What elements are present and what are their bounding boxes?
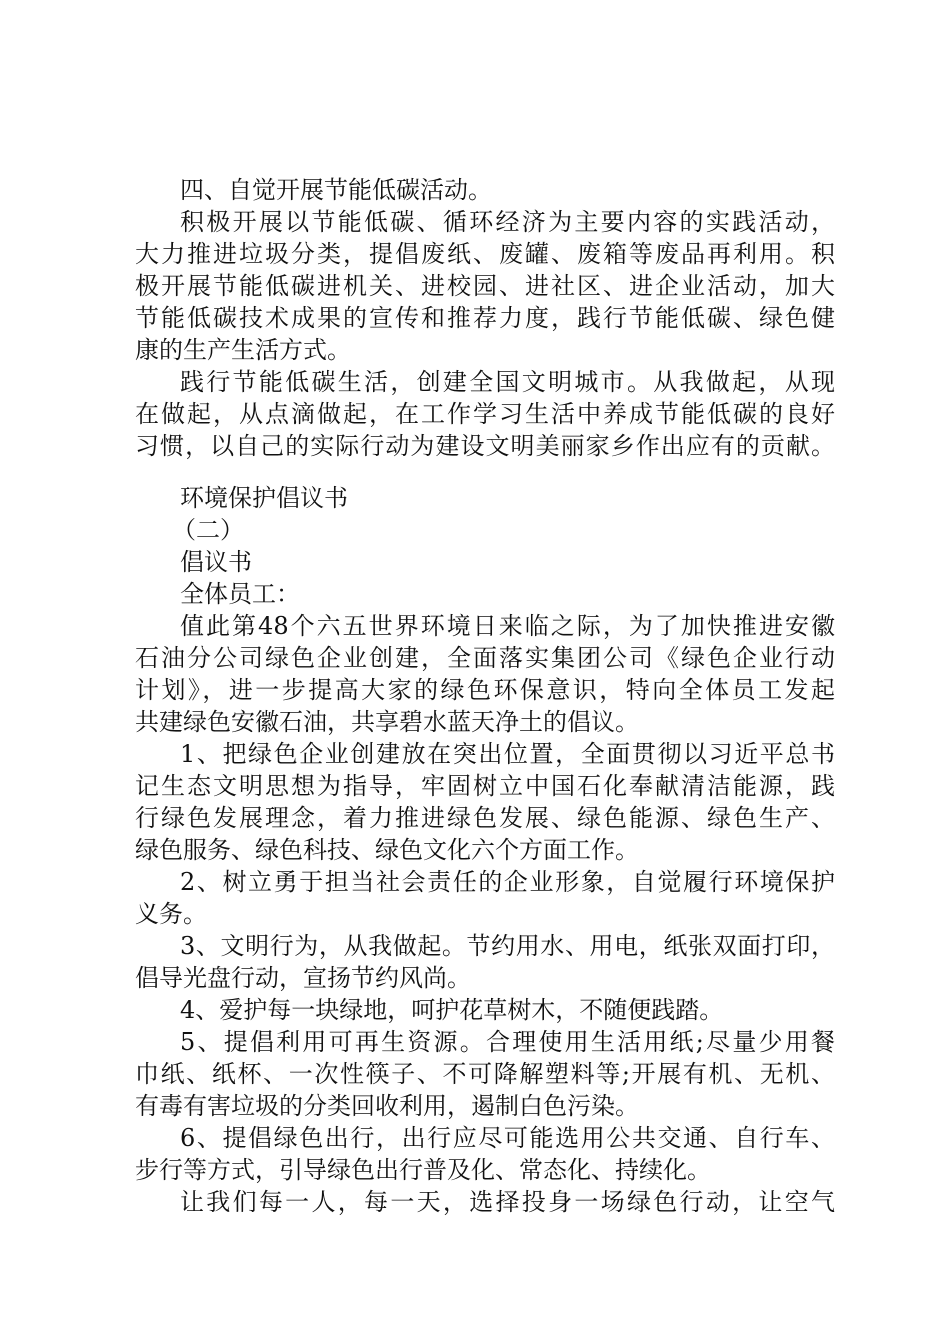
doc-subtitle: 倡议书	[180, 548, 252, 576]
paragraph-line: 极开展节能低碳进机关、进校园、进社区、进企业活动，加大	[135, 272, 835, 300]
list-item-line: 1、把绿色企业创建放在突出位置，全面贯彻以习近平总书	[180, 740, 835, 768]
paragraph-line: 在做起，从点滴做起，在工作学习生活中养成节能低碳的良好	[135, 400, 835, 428]
list-item-line: 倡导光盘行动，宣扬节约风尚。	[135, 964, 471, 992]
section-heading: 四、自觉开展节能低碳活动。	[180, 176, 492, 204]
doc-number: （二）	[172, 516, 244, 544]
salutation: 全体员工：	[180, 580, 300, 608]
list-item-line: 绿色服务、绿色科技、绿色文化六个方面工作。	[135, 836, 639, 864]
list-item-line: 3、文明行为，从我做起。节约用水、用电，纸张双面打印，	[180, 932, 835, 960]
list-item-line: 巾纸、纸杯、一次性筷子、不可降解塑料等;开展有机、无机、	[135, 1060, 835, 1088]
paragraph-line: 共建绿色安徽石油，共享碧水蓝天净土的倡议。	[135, 708, 639, 736]
paragraph-line: 计划》，进一步提高大家的绿色环保意识，特向全体员工发起	[135, 676, 835, 704]
paragraph-line: 康的生产生活方式。	[135, 336, 351, 364]
list-item-line: 义务。	[135, 900, 207, 928]
paragraph-line: 石油分公司绿色企业创建，全面落实集团公司《绿色企业行动	[135, 644, 835, 672]
list-item-line: 步行等方式，引导绿色出行普及化、常态化、持续化。	[135, 1156, 711, 1184]
paragraph-line: 让我们每一人，每一天，选择投身一场绿色行动，让空气	[180, 1188, 835, 1216]
list-item-line: 5、提倡利用可再生资源。合理使用生活用纸;尽量少用餐	[180, 1028, 835, 1056]
paragraph-line: 节能低碳技术成果的宣传和推荐力度，践行节能低碳、绿色健	[135, 304, 835, 332]
list-item-line: 行绿色发展理念，着力推进绿色发展、绿色能源、绿色生产、	[135, 804, 835, 832]
list-item-line: 4、爱护每一块绿地，呵护花草树木，不随便践踏。	[180, 996, 724, 1024]
paragraph-line: 习惯，以自己的实际行动为建设文明美丽家乡作出应有的贡献。	[135, 432, 835, 460]
paragraph-line: 践行节能低碳生活，创建全国文明城市。从我做起，从现	[180, 368, 835, 396]
list-item-line: 6、提倡绿色出行，出行应尽可能选用公共交通、自行车、	[180, 1124, 835, 1152]
list-item-line: 有毒有害垃圾的分类回收利用，遏制白色污染。	[135, 1092, 639, 1120]
paragraph-line: 大力推进垃圾分类，提倡废纸、废罐、废箱等废品再利用。积	[135, 240, 835, 268]
list-item-line: 记生态文明思想为指导，牢固树立中国石化奉献清洁能源，践	[135, 772, 835, 800]
paragraph-line: 值此第48个六五世界环境日来临之际，为了加快推进安徽	[180, 612, 835, 640]
doc-title: 环境保护倡议书	[180, 484, 348, 512]
paragraph-line: 积极开展以节能低碳、循环经济为主要内容的实践活动，	[180, 208, 835, 236]
list-item-line: 2、树立勇于担当社会责任的企业形象，自觉履行环境保护	[180, 868, 835, 896]
